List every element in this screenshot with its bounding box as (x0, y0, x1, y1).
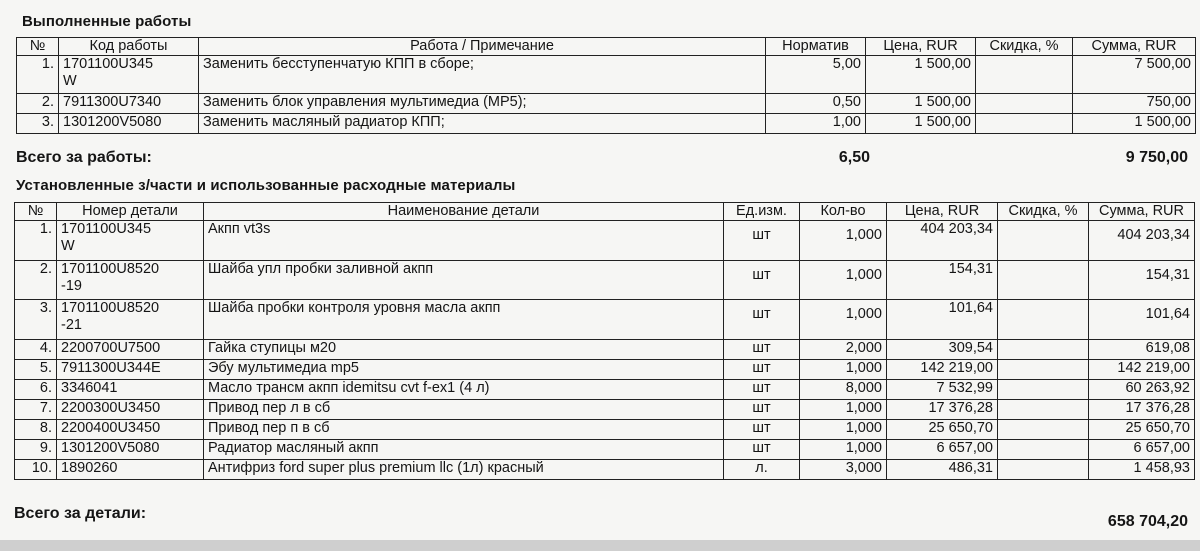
part-number: 7911300U344E (57, 360, 204, 380)
part-name: Шайба упл пробки заливной акпп (204, 261, 724, 300)
parts-table (14, 202, 1195, 480)
part-name: Привод пер л в сб (204, 400, 724, 420)
work-code: 7911300U7340 (59, 94, 199, 114)
table-row: 2. 1701100U8520 -19 Шайба упл пробки заливной акпп шт 1,000 154,31 154,31 (15, 261, 1195, 300)
parts-section-title: Установленные з/части и использованные расходные материалы (16, 177, 516, 194)
col-number: № (17, 38, 59, 56)
part-number: 1301200V5080 (57, 440, 204, 460)
parts-total-label: Всего за детали: (14, 505, 147, 522)
work-name: Заменить бесступенчатую КПП в сборе; (199, 56, 766, 94)
work-code: 1701100U345 W (59, 56, 199, 94)
part-number: 1890260 (57, 460, 204, 480)
works-table (16, 37, 1196, 134)
part-name: Акпп vt3s (204, 221, 724, 261)
col-work-code: Код работы (59, 38, 199, 56)
part-name: Гайка ступицы м20 (204, 340, 724, 360)
part-number: 2200700U7500 (57, 340, 204, 360)
col-quantity: Кол-во (800, 203, 887, 221)
col-part-number: Номер детали (57, 203, 204, 221)
part-name: Привод пер п в сб (204, 420, 724, 440)
table-row: 4. 2200700U7500 Гайка ступицы м20 шт 2,000 309,54 619,08 (15, 340, 1195, 360)
works-total-norm: 6,50 (838, 149, 870, 166)
col-part-name: Наименование детали (204, 203, 724, 221)
col-price: Цена, RUR (866, 38, 976, 56)
table-row: 2. 7911300U7340 Заменить блок управления мультимедиа (MP5); 0,50 1 500,00 750,00 (17, 94, 1196, 114)
part-name: Эбу мультимедиа mp5 (204, 360, 724, 380)
col-sum: Сумма, RUR (1089, 203, 1195, 221)
table-row: 8. 2200400U3450 Привод пер п в сб шт 1,000 25 650,70 25 650,70 (15, 420, 1195, 440)
table-row: 1. 1701100U345 W Акпп vt3s шт 1,000 404 203,34 404 203,34 (15, 221, 1195, 261)
table-row: 6. 3346041 Масло трансм акпп idemitsu cvt f-ex1 (4 л) шт 8,000 7 532,99 60 263,92 (15, 380, 1195, 400)
col-unit: Ед.изм. (724, 203, 800, 221)
works-section-title: Выполненные работы (22, 13, 192, 30)
col-number: № (15, 203, 57, 221)
works-header-row (17, 38, 1196, 56)
parts-header-row (15, 203, 1195, 221)
table-row: 9. 1301200V5080 Радиатор масляный акпп шт 1,000 6 657,00 6 657,00 (15, 440, 1195, 460)
work-name: Заменить блок управления мультимедиа (MP5); (199, 94, 766, 114)
table-row: 5. 7911300U344E Эбу мультимедиа mp5 шт 1,000 142 219,00 142 219,00 (15, 360, 1195, 380)
table-row: 10. 1890260 Антифриз ford super plus premium llc (1л) красный л. 3,000 486,31 1 458,93 (15, 460, 1195, 480)
table-row: 7. 2200300U3450 Привод пер л в сб шт 1,000 17 376,28 17 376,28 (15, 400, 1195, 420)
col-discount: Скидка, % (976, 38, 1073, 56)
part-name: Радиатор масляный акпп (204, 440, 724, 460)
work-code: 1301200V5080 (59, 114, 199, 134)
part-name: Антифриз ford super plus premium llc (1л) красный (204, 460, 724, 480)
table-row: 3. 1301200V5080 Заменить масляный радиатор КПП; 1,00 1 500,00 1 500,00 (17, 114, 1196, 134)
part-number: 1701100U8520 -21 (57, 300, 204, 340)
table-row: 3. 1701100U8520 -21 Шайба пробки контроля уровня масла акпп шт 1,000 101,64 101,64 (15, 300, 1195, 340)
part-number: 2200400U3450 (57, 420, 204, 440)
cut-off-text-strip (0, 540, 1200, 551)
part-number: 2200300U3450 (57, 400, 204, 420)
col-work-name: Работа / Примечание (199, 38, 766, 56)
work-name: Заменить масляный радиатор КПП; (199, 114, 766, 134)
parts-total-sum: 658 704,20 (1107, 513, 1188, 530)
part-name: Шайба пробки контроля уровня масла акпп (204, 300, 724, 340)
part-number: 1701100U345 W (57, 221, 204, 261)
works-total-sum: 9 750,00 (1125, 149, 1188, 166)
part-number: 1701100U8520 -19 (57, 261, 204, 300)
table-row: 1. 1701100U345 W Заменить бесступенчатую КПП в сборе; 5,00 1 500,00 7 500,00 (17, 56, 1196, 94)
col-price: Цена, RUR (887, 203, 998, 221)
col-discount: Скидка, % (998, 203, 1089, 221)
col-sum: Сумма, RUR (1073, 38, 1196, 56)
part-number: 3346041 (57, 380, 204, 400)
works-total-label: Всего за работы: (16, 149, 152, 166)
col-norm: Норматив (766, 38, 866, 56)
part-name: Масло трансм акпп idemitsu cvt f-ex1 (4 л) (204, 380, 724, 400)
